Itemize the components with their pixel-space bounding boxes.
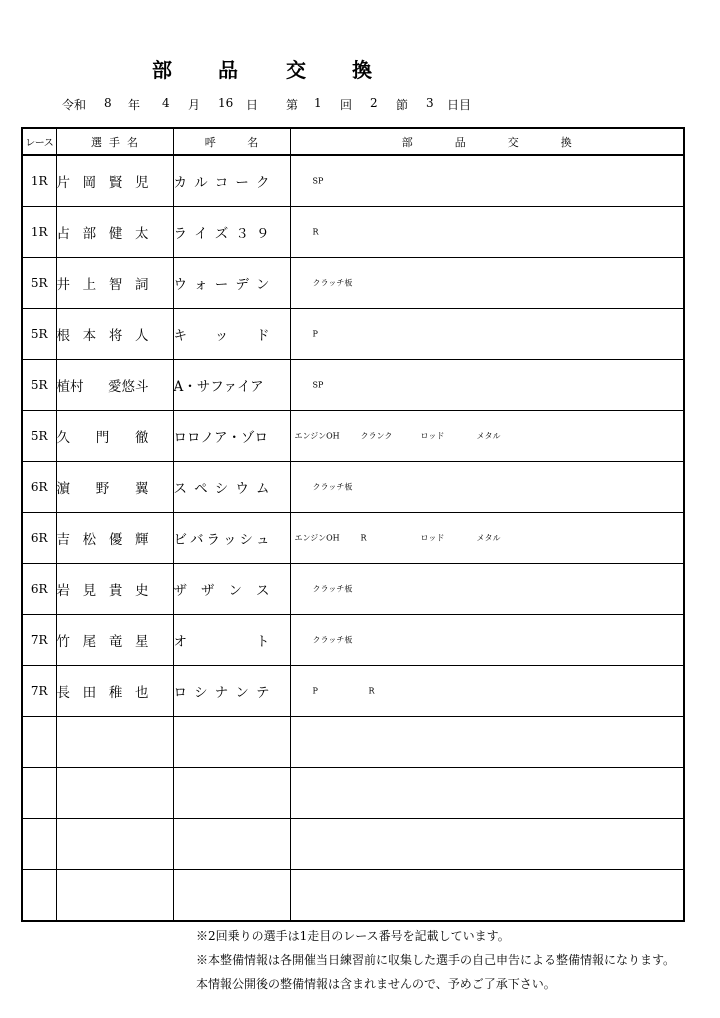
- racer-name: [57, 477, 149, 497]
- call-char: シ: [194, 685, 208, 702]
- name-char: 徹: [135, 429, 149, 446]
- racer-name-cell: [56, 206, 173, 257]
- name-char: 竜: [108, 634, 123, 651]
- call-name-cell: [173, 155, 290, 206]
- name-char: 健: [108, 225, 123, 242]
- name-char: 愛悠斗: [108, 378, 149, 395]
- call-char: ン: [235, 685, 249, 702]
- race-cell: 7R: [22, 615, 56, 666]
- parts-cell: [290, 615, 684, 666]
- name-char: 部: [82, 225, 97, 242]
- parts-cell: [290, 768, 684, 819]
- section-value: 2: [370, 96, 378, 110]
- parts-replacement-table: [21, 127, 685, 922]
- name-char: 輝: [134, 531, 149, 548]
- part-item: SP: [312, 176, 324, 186]
- call-char: シ: [214, 480, 229, 497]
- racer-name-cell: [56, 870, 173, 921]
- name-char: 翼: [135, 480, 149, 497]
- call-char: バ: [190, 531, 204, 548]
- note-line: 本情報公開後の整備情報は含まれませんので、予めご了承下さい。: [196, 977, 556, 991]
- call-name-cell: [173, 359, 290, 410]
- call-char: ル: [194, 174, 208, 191]
- parts-cell: [290, 257, 684, 308]
- part-item: クラッチ板: [312, 278, 353, 288]
- date-line: [0, 96, 720, 116]
- name-char: 貴: [108, 583, 123, 600]
- title-char: 交: [286, 58, 306, 82]
- call-char: ド: [256, 327, 270, 344]
- call-name: [174, 681, 270, 701]
- call-name: [174, 630, 270, 650]
- call-char: ト: [256, 634, 270, 651]
- race-cell: [22, 717, 56, 768]
- name-char: 片: [56, 174, 70, 191]
- name-char: 濵: [56, 480, 70, 497]
- parts-cell: [290, 155, 684, 206]
- part-item: ロッド: [420, 533, 445, 543]
- table-row: [22, 308, 684, 359]
- call-char: ス: [173, 480, 187, 497]
- name-char: 門: [95, 429, 110, 446]
- race-cell: 6R: [22, 512, 56, 563]
- call-name-cell: [173, 564, 290, 615]
- race-cell: 6R: [22, 461, 56, 512]
- racer-name: [57, 426, 149, 446]
- name-char: 智: [108, 276, 123, 293]
- header-call: 呼 名: [173, 128, 290, 155]
- name-char: 松: [82, 531, 97, 548]
- racer-name-cell: [56, 717, 173, 768]
- part-item: ロッド: [420, 431, 445, 441]
- call-char: ン: [228, 583, 242, 600]
- empty-row: [22, 768, 684, 819]
- table-row: [22, 359, 684, 410]
- name-char: 岡: [82, 174, 97, 191]
- parts-cell: [290, 359, 684, 410]
- part-item: クラッチ板: [312, 635, 353, 645]
- section-unit: 節: [396, 98, 409, 112]
- parts-cell: [290, 870, 684, 921]
- call-char: ォ: [194, 276, 208, 293]
- race-cell: 1R: [22, 206, 56, 257]
- year-unit: 年: [128, 98, 141, 112]
- part-item: P: [312, 329, 318, 339]
- day-value: 16: [218, 96, 234, 110]
- part-item: エンジンOH: [294, 431, 340, 441]
- part-item: R: [360, 533, 367, 543]
- call-char: ス: [256, 583, 270, 600]
- part-item: クラッチ板: [312, 482, 353, 492]
- table-row: [22, 257, 684, 308]
- call-name: [174, 477, 270, 497]
- parts-cell: [290, 564, 684, 615]
- call-name: [174, 375, 290, 395]
- table-row: [22, 155, 684, 206]
- call-name-cell: [173, 257, 290, 308]
- name-char: 太: [134, 225, 149, 242]
- table-row: [22, 512, 684, 563]
- race-cell: 6R: [22, 564, 56, 615]
- call-char: ９: [256, 225, 270, 242]
- parts-cell: [290, 666, 684, 717]
- note-line: ※本整備情報は各開催当日練習前に収集した選手の自己申告による整備情報になります。: [196, 953, 676, 967]
- parts-cell: [290, 410, 684, 461]
- racer-name: [57, 375, 149, 395]
- call-char: ー: [214, 276, 229, 293]
- racer-name-cell: [56, 666, 173, 717]
- table-row: [22, 615, 684, 666]
- footnotes: [196, 924, 675, 996]
- name-char: 児: [134, 174, 149, 191]
- name-char: 上: [82, 276, 97, 293]
- call-name-cell: [173, 512, 290, 563]
- name-char: 吉: [56, 531, 70, 548]
- call-name-cell: [173, 206, 290, 257]
- call-char: コ: [214, 174, 229, 191]
- call-name: [174, 222, 270, 242]
- empty-row: [22, 717, 684, 768]
- racer-name-cell: [56, 308, 173, 359]
- racer-name-cell: [56, 155, 173, 206]
- part-item: R: [368, 686, 375, 696]
- call-name-cell: [173, 410, 290, 461]
- racer-name-cell: [56, 410, 173, 461]
- racer-name-cell: [56, 564, 173, 615]
- part-item: R: [312, 227, 319, 237]
- call-char: ナ: [214, 685, 229, 702]
- call-char: デ: [235, 276, 249, 293]
- year-value: 8: [104, 96, 112, 110]
- call-char: ム: [256, 480, 270, 497]
- name-char: 星: [134, 634, 149, 651]
- call-name-cell: [173, 308, 290, 359]
- racer-name-cell: [56, 257, 173, 308]
- name-char: 久: [56, 429, 70, 446]
- call-name: [174, 528, 270, 548]
- race-cell: 5R: [22, 257, 56, 308]
- racer-name: [57, 324, 149, 344]
- call-char: シ: [239, 531, 253, 548]
- part-item: メタル: [476, 533, 501, 543]
- header-row: [22, 128, 684, 155]
- header-name: 選 手 名: [56, 128, 173, 155]
- parts-cell: [290, 819, 684, 870]
- session-unit: 回: [340, 98, 353, 112]
- name-char: 優: [108, 531, 123, 548]
- call-char: ザ: [201, 583, 215, 600]
- title-char: 部: [152, 58, 172, 82]
- racer-name-cell: [56, 359, 173, 410]
- name-char: 賢: [108, 174, 123, 191]
- call-char: ウ: [173, 276, 187, 293]
- call-name-cell: [173, 717, 290, 768]
- title-char: 換: [352, 58, 372, 82]
- header-parts: 部 品 交 換: [290, 128, 684, 155]
- name-char: 人: [134, 327, 149, 344]
- part-item: P: [312, 686, 318, 696]
- dayno-unit: 日目: [447, 98, 472, 112]
- racer-name-cell: [56, 819, 173, 870]
- name-char: 田: [82, 685, 97, 702]
- name-char: 井: [56, 276, 70, 293]
- era: 令和: [62, 98, 87, 112]
- racer-name: [57, 273, 149, 293]
- part-item: エンジンOH: [294, 533, 340, 543]
- name-char: 竹: [56, 634, 70, 651]
- name-char: 根: [56, 327, 70, 344]
- call-name-cell: [173, 666, 290, 717]
- parts-cell: [290, 308, 684, 359]
- name-char: 見: [82, 583, 97, 600]
- call-char: ラ: [173, 225, 187, 242]
- part-item: クランク: [360, 431, 393, 441]
- dayno-value: 3: [426, 96, 434, 110]
- racer-name-cell: [56, 615, 173, 666]
- empty-row: [22, 870, 684, 921]
- note-line: ※2回乗りの選手は1走目のレース番号を記載しています。: [196, 929, 510, 943]
- race-cell: 7R: [22, 666, 56, 717]
- racer-name: [57, 579, 149, 599]
- name-char: 尾: [82, 634, 97, 651]
- name-char: 史: [134, 583, 149, 600]
- call-name: [174, 171, 270, 191]
- header-race: レース: [22, 128, 56, 155]
- name-char: 占: [56, 225, 70, 242]
- name-char: 本: [82, 327, 97, 344]
- racer-name: [57, 222, 149, 242]
- race-cell: 5R: [22, 359, 56, 410]
- name-char: 植村: [56, 378, 84, 395]
- table-row: [22, 410, 684, 461]
- call-name-cell: [173, 768, 290, 819]
- day-unit: 日: [246, 98, 259, 112]
- part-item: メタル: [476, 431, 501, 441]
- call-name: [174, 324, 270, 344]
- table-row: [22, 461, 684, 512]
- part-item: クラッチ板: [312, 584, 353, 594]
- name-char: 野: [95, 480, 110, 497]
- call-char: カ: [173, 174, 187, 191]
- table-row: [22, 564, 684, 615]
- call-char: ビ: [173, 531, 187, 548]
- name-char: 稚: [108, 685, 123, 702]
- call-name-cell: [173, 461, 290, 512]
- name-char: 岩: [56, 583, 70, 600]
- call-name: [174, 273, 270, 293]
- call-char: ペ: [194, 480, 208, 497]
- name-char: 将: [108, 327, 123, 344]
- call-char: ン: [256, 276, 270, 293]
- race-cell: 1R: [22, 155, 56, 206]
- call-char: ッ: [223, 531, 237, 548]
- race-cell: [22, 768, 56, 819]
- call-name-cell: [173, 615, 290, 666]
- racer-name-cell: [56, 512, 173, 563]
- call-char: ク: [256, 174, 270, 191]
- table-row: [22, 206, 684, 257]
- call-char: キ: [173, 327, 187, 344]
- parts-cell: [290, 717, 684, 768]
- call-name: [174, 579, 270, 599]
- title-char: 品: [218, 58, 238, 82]
- call-char: ッ: [214, 327, 229, 344]
- month-value: 4: [162, 96, 170, 110]
- call-char: ラ: [206, 531, 220, 548]
- call-char: テ: [256, 685, 270, 702]
- call-name: [174, 426, 290, 446]
- page-title: [140, 54, 400, 84]
- call-char: ３: [235, 225, 249, 242]
- call-name-cell: [173, 870, 290, 921]
- session-prefix: 第: [286, 98, 299, 112]
- call-char: ズ: [214, 225, 229, 242]
- part-item: SP: [312, 380, 324, 390]
- racer-name: [57, 528, 149, 548]
- call-char: ロ: [173, 685, 187, 702]
- racer-name: [57, 630, 149, 650]
- race-cell: 5R: [22, 308, 56, 359]
- name-char: 長: [56, 685, 70, 702]
- month-unit: 月: [188, 98, 201, 112]
- table-row: [22, 666, 684, 717]
- race-cell: [22, 819, 56, 870]
- call-char: ウ: [235, 480, 249, 497]
- call-name-cell: [173, 819, 290, 870]
- name-char: 也: [134, 685, 149, 702]
- parts-cell: [290, 206, 684, 257]
- call-char: ロロノア・ゾロ: [173, 429, 268, 446]
- parts-cell: [290, 512, 684, 563]
- racer-name: [57, 171, 149, 191]
- call-char: ー: [235, 174, 249, 191]
- call-char: ュ: [256, 531, 270, 548]
- race-cell: 5R: [22, 410, 56, 461]
- race-cell: [22, 870, 56, 921]
- call-char: ザ: [173, 583, 187, 600]
- racer-name: [57, 681, 149, 701]
- racer-name-cell: [56, 768, 173, 819]
- session-value: 1: [314, 96, 322, 110]
- call-char: A・サファイア: [173, 378, 264, 395]
- empty-row: [22, 819, 684, 870]
- call-char: オ: [173, 634, 187, 651]
- parts-cell: [290, 461, 684, 512]
- racer-name-cell: [56, 461, 173, 512]
- call-char: イ: [194, 225, 208, 242]
- name-char: 詞: [134, 276, 149, 293]
